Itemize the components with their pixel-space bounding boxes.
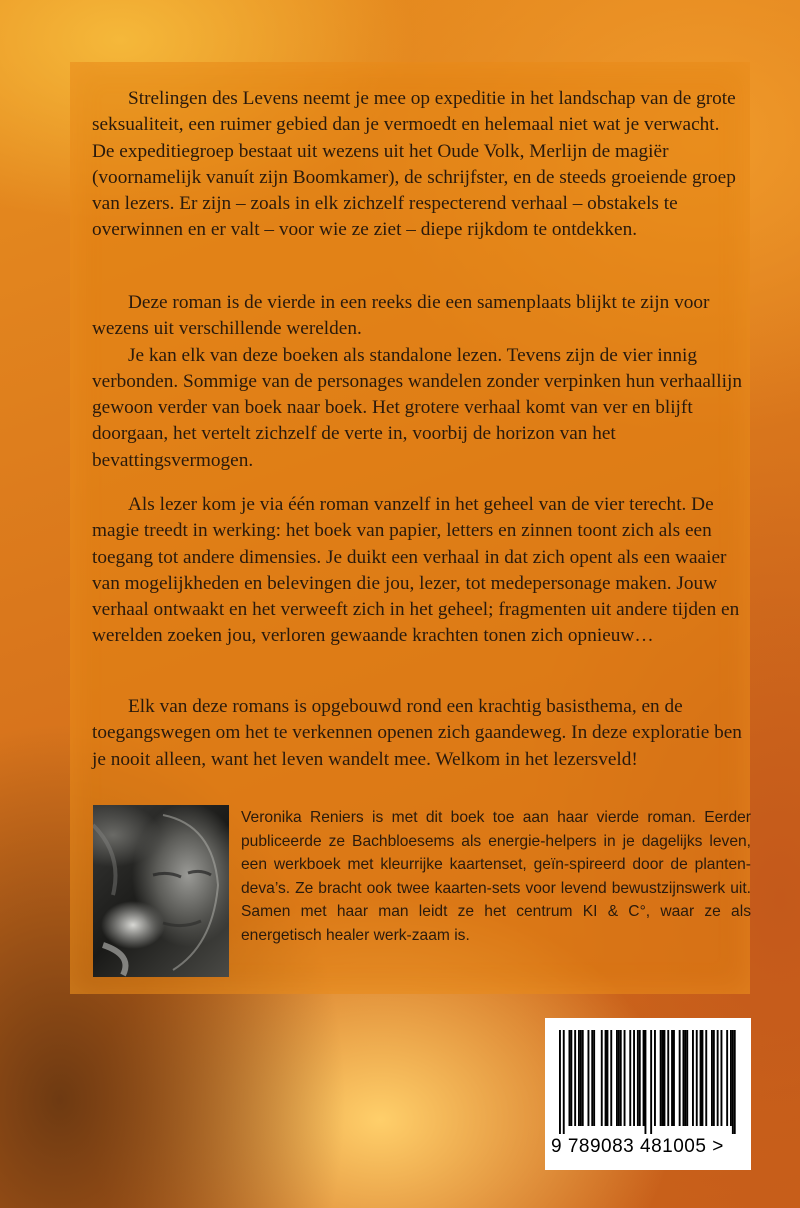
- barcode-bar: [574, 1030, 576, 1126]
- synopsis-paragraph-1: [92, 86, 742, 244]
- barcode-bar: [732, 1030, 734, 1134]
- barcode-bar: [624, 1030, 626, 1126]
- barcode-bar: [633, 1030, 635, 1126]
- barcode-bar: [637, 1030, 639, 1126]
- barcode-bar: [580, 1030, 582, 1126]
- barcode-bar: [664, 1030, 666, 1126]
- barcode-bar: [643, 1030, 645, 1126]
- isbn-barcode: [545, 1018, 751, 1170]
- synopsis-paragraph-2: [92, 290, 742, 474]
- synopsis-text-4: Als lezer kom je via één roman vanzelf in het geheel van de vier terecht. De magie treedt in werking: het boek van papier, letters en zinnen toont zich als een toegang tot andere dimensies. Je duikt een verhaal in dat zich opent als een waaier van mogelijkheden en belevingen die jou, lezer, tot medepersonage maken. Jouw verhaal ontwaakt en het verweeft zich in het geheel; fragmenten uit andere tijden en werelden zoeken jou, verloren gewaande krachten tonen zich opnieuw…: [92, 494, 740, 647]
- barcode-bar: [686, 1030, 688, 1126]
- barcode-bar: [705, 1030, 707, 1126]
- barcode-bar: [639, 1030, 641, 1126]
- barcode-bar: [711, 1030, 713, 1126]
- barcode-bar: [601, 1030, 603, 1126]
- synopsis-text-1: Strelingen des Levens neemt je mee op expeditie in het landschap van de grote seksualiteit, een ruimer gebied dan je vermoedt en helemaal niet wat je verwacht. De expeditiegroep bestaat uit wezens uit het Oude Volk, Merlijn de magiër (voornamelijk vanuít zijn Boomkamer), de schrijfster, en de steeds groeiende groep van lezers. Er zijn – zoals in elk zichzelf respecterend verhaal – obstakels te overwinnen en er valt – voor wie ze ziet – diepe rijkdom te ontdekken.: [92, 88, 736, 241]
- barcode-bar: [726, 1030, 728, 1126]
- barcode-bars: [555, 1030, 741, 1134]
- barcode-bar: [679, 1030, 681, 1126]
- barcode-bar: [582, 1030, 584, 1126]
- barcode-bar: [570, 1030, 572, 1126]
- barcode-bar: [713, 1030, 715, 1126]
- author-bio: Veronika Reniers is met dit boek toe aan haar vierde roman. Eerder publiceerde ze Bachbloesems als energie-helpers in je dagelijks leven, een werkboek met kleurrijke kaartenset, geïn-spireerd door de planten-deva’s. Ze bracht ook twee kaarten-sets voor levend bewustzijnswerk uit. Samen met haar man leidt ze het centrum KI & C°, waar ze als energetisch healer werk-zaam is.: [241, 809, 751, 944]
- barcode-bar: [569, 1030, 571, 1126]
- barcode-bar: [593, 1030, 595, 1126]
- synopsis-paragraph-5: [92, 694, 742, 773]
- barcode-bar: [620, 1030, 622, 1126]
- barcode-bar: [692, 1030, 694, 1126]
- barcode-bar: [717, 1030, 719, 1126]
- barcode-bar: [730, 1030, 732, 1126]
- barcode-bar: [616, 1030, 618, 1126]
- barcode-bar: [588, 1030, 590, 1126]
- synopsis-text-5: Elk van deze romans is opgebouwd rond een krachtig basisthema, en de toegangswegen om het te verkennen openen zich gaandeweg. In deze exploratie ben je nooit alleen, want het leven wandelt mee. Welkom in het lezersveld!: [92, 696, 742, 770]
- barcode-bar: [673, 1030, 675, 1126]
- barcode-bar: [645, 1030, 647, 1134]
- barcode-bar: [618, 1030, 620, 1126]
- barcode-bar: [605, 1030, 607, 1126]
- barcode-bar: [667, 1030, 669, 1126]
- barcode-bar: [654, 1030, 656, 1126]
- barcode-bar: [702, 1030, 704, 1126]
- synopsis-text-3: Je kan elk van deze boeken als standalone lezen. Tevens zijn de vier innig verbonden. Sommige van de personages wandelen zonder verpinken hun verhaallijn gewoon verder van boek naar boek. Het grotere verhaal komt van ver en blijft doorgaan, het vertelt zichzelf de verte in, voorbij de horizon van het bevattingsvermogen.: [92, 344, 742, 471]
- author-photo: [93, 805, 229, 977]
- barcode-bar: [721, 1030, 723, 1126]
- barcode-bar: [662, 1030, 664, 1126]
- barcode-bar: [671, 1030, 673, 1126]
- barcode-bar: [610, 1030, 612, 1126]
- barcode-bar: [684, 1030, 686, 1126]
- barcode-bar: [650, 1030, 652, 1134]
- barcode-bar: [607, 1030, 609, 1126]
- barcode-bar: [559, 1030, 561, 1134]
- barcode-bar: [660, 1030, 662, 1126]
- isbn-digits: 9 789083 481005 >: [551, 1136, 724, 1157]
- barcode-bar: [591, 1030, 593, 1126]
- barcode-bar: [734, 1030, 736, 1134]
- barcode-bar: [696, 1030, 698, 1126]
- barcode-bar: [683, 1030, 685, 1126]
- barcode-bar: [563, 1030, 565, 1134]
- synopsis-text-2: Deze roman is de vierde in een reeks die een samenplaats blijkt te zijn voor wezens uit verschillende werelden.: [92, 292, 710, 340]
- synopsis-paragraph-4: [92, 492, 742, 650]
- barcode-bar: [629, 1030, 631, 1126]
- barcode-bar: [700, 1030, 702, 1126]
- barcode-bar: [578, 1030, 580, 1126]
